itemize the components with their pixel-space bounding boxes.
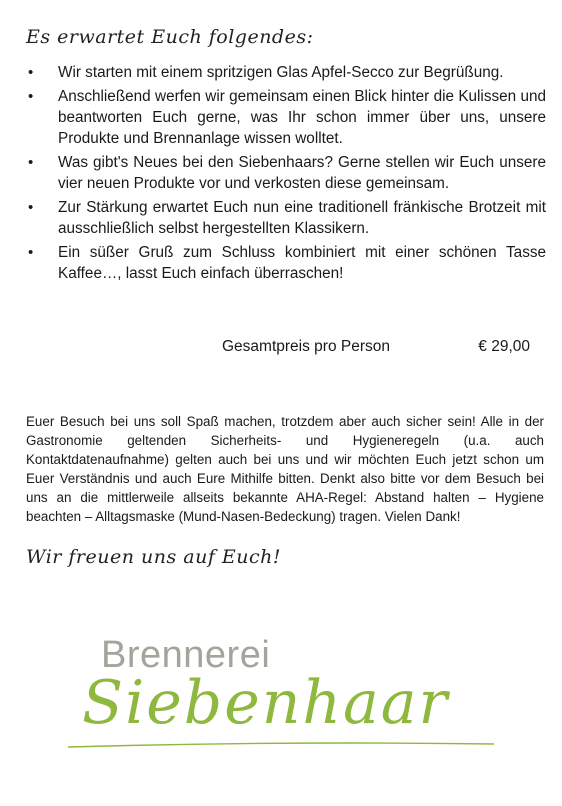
- bullet: •: [28, 88, 34, 105]
- list-item-text: Ein süßer Gruß zum Schluss kombiniert mit einer schönen Tasse Kaffee…, lasst Euch einfach überraschen!: [58, 244, 546, 282]
- list-item: [26, 86, 546, 149]
- safety-notice: Euer Besuch bei uns soll Spaß machen, trotzdem aber auch sicher sein! Alle in der Gastronomie geltenden Sicherheits- und Hygieneregeln (u.a. auch Kontaktdatenaufnahme) gelten auch bei uns und wir möchten Euch jetzt schon um Euer Verständnis und auch Eure Mithilfe bitten. Denkt also bitte vor dem Besuch bei uns an die mittlerweile allseits bekannte AHA-Regel: Abstand halten – Hygiene beachten – Alltagsmaske (Mund-Nasen-Bedeckung) tragen. Vielen Dank!: [26, 414, 544, 524]
- logo-siebenhaar: Siebenhaar: [82, 668, 450, 738]
- heading: Es erwartet Euch folgendes:: [26, 26, 314, 48]
- list-item-text: Anschließend werfen wir gemeinsam einen Blick hinter die Kulissen und beantworten Euch gerne, was Ihr schon immer über uns, unsere Produkte und Brennanlage wissen wolltet.: [58, 88, 546, 147]
- list-item: [26, 152, 546, 194]
- list-item-text: Wir starten mit einem spritzigen Glas Apfel-Secco zur Begrüßung.: [58, 64, 504, 81]
- price-label: Gesamtpreis pro Person: [222, 338, 390, 355]
- list-item: [26, 197, 546, 239]
- bullet: •: [28, 64, 34, 81]
- bullet: •: [28, 199, 34, 216]
- program-list: [26, 62, 546, 287]
- list-item: [26, 242, 546, 284]
- logo-brennerei: Brennerei: [101, 634, 271, 676]
- list-item-text: Zur Stärkung erwartet Euch nun eine traditionell fränkische Brotzeit mit ausschließlich selbst hergestellten Klassikern.: [58, 199, 546, 237]
- price-value: € 29,00: [478, 338, 530, 355]
- list-item: [26, 62, 546, 83]
- closing-line: Wir freuen uns auf Euch!: [26, 546, 282, 568]
- bullet: •: [28, 154, 34, 171]
- bullet: •: [28, 244, 34, 261]
- price-row: [222, 338, 530, 356]
- logo-underline: [66, 741, 496, 749]
- list-item-text: Was gibt's Neues bei den Siebenhaars? Gerne stellen wir Euch unsere vier neuen Produkte vor und verkosten diese gemeinsam.: [58, 154, 546, 192]
